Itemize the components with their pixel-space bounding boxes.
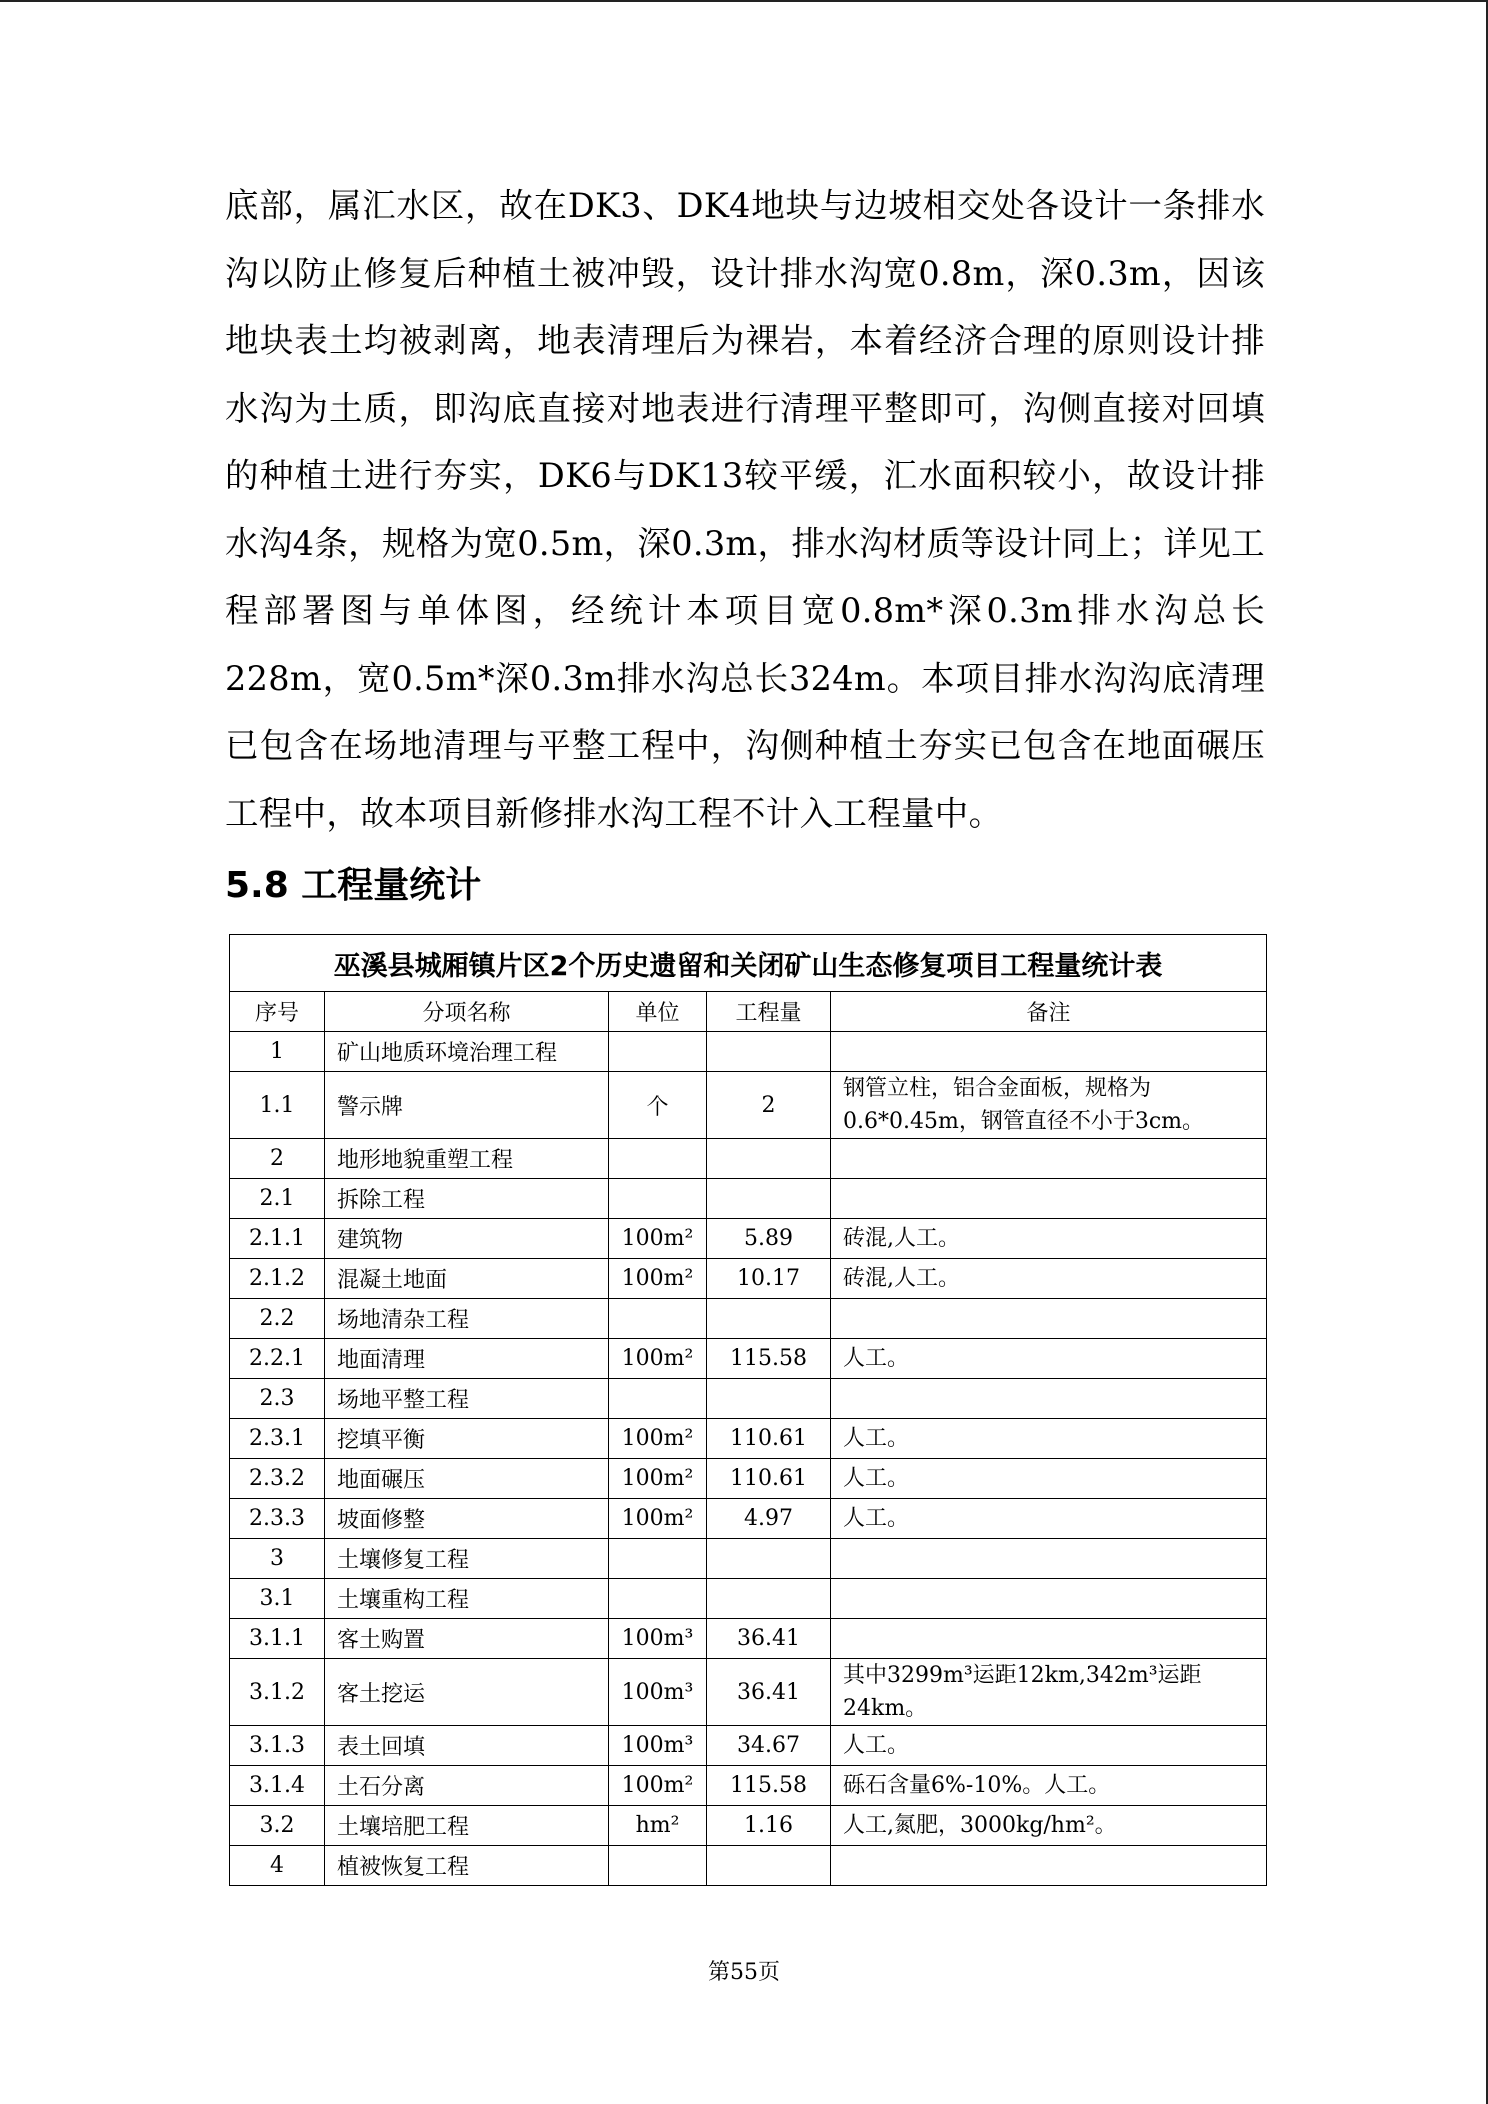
cell-qty	[707, 1032, 831, 1072]
table-row	[230, 1806, 1267, 1846]
section-heading: 5.8 工程量统计	[225, 865, 482, 906]
cell-unit	[609, 1032, 707, 1072]
cell-unit: 100m²	[609, 1259, 707, 1299]
cell-name: 坡面修整	[325, 1499, 609, 1539]
cell-qty	[707, 1846, 831, 1886]
cell-unit	[609, 1179, 707, 1219]
table-row	[230, 1339, 1267, 1379]
cell-name: 地形地貌重塑工程	[325, 1139, 609, 1179]
cell-no: 4	[230, 1846, 325, 1886]
cell-no: 1	[230, 1032, 325, 1072]
cell-name: 矿山地质环境治理工程	[325, 1032, 609, 1072]
cell-name: 植被恢复工程	[325, 1846, 609, 1886]
cell-no: 3.1.4	[230, 1766, 325, 1806]
header-no: 序号	[230, 992, 325, 1032]
cell-unit	[609, 1299, 707, 1339]
cell-note: 砾石含量6%-10%。人工。	[831, 1766, 1267, 1806]
cell-no: 2.3.2	[230, 1459, 325, 1499]
cell-unit: 100m²	[609, 1459, 707, 1499]
cell-note	[831, 1299, 1267, 1339]
header-unit: 单位	[609, 992, 707, 1032]
body-paragraph: 底部，属汇水区，故在DK3、DK4地块与边坡相交处各设计一条排水沟以防止修复后种植土被冲毁，设计排水沟宽0.8m，深0.3m，因该地块表土均被剥离，地表清理后为裸岩，本着经济合理的原则设计排水沟为土质，即沟底直接对地表进行清理平整即可，沟侧直接对回填的种植土进行夯实，DK6与DK13较平缓，汇水面积较小，故设计排水沟4条，规格为宽0.5m，深0.3m，排水沟材质等设计同上；详见工程部署图与单体图，经统计本项目宽0.8m*深0.3m排水沟总长228m，宽0.5m*深0.3m排水沟总长324m。本项目排水沟沟底清理已包含在场地清理与平整工程中，沟侧种植土夯实已包含在地面碾压工程中，故本项目新修排水沟工程不计入工程量中。	[225, 186, 1265, 833]
cell-note	[831, 1539, 1267, 1579]
cell-no: 2.2	[230, 1299, 325, 1339]
cell-unit: 100m³	[609, 1619, 707, 1659]
cell-unit: hm²	[609, 1806, 707, 1846]
header-name: 分项名称	[325, 992, 609, 1032]
header-note: 备注	[831, 992, 1267, 1032]
cell-no: 3.1.1	[230, 1619, 325, 1659]
cell-qty: 115.58	[707, 1339, 831, 1379]
cell-name: 客土购置	[325, 1619, 609, 1659]
cell-note: 砖混,人工。	[831, 1219, 1267, 1259]
cell-no: 3.1	[230, 1579, 325, 1619]
cell-unit: 100m³	[609, 1726, 707, 1766]
cell-qty	[707, 1379, 831, 1419]
table-row	[230, 1139, 1267, 1179]
cell-unit: 100m²	[609, 1766, 707, 1806]
cell-no: 2.3	[230, 1379, 325, 1419]
header-qty: 工程量	[707, 992, 831, 1032]
cell-qty: 115.58	[707, 1766, 831, 1806]
cell-unit	[609, 1379, 707, 1419]
cell-no: 2.1	[230, 1179, 325, 1219]
cell-qty: 36.41	[707, 1659, 831, 1726]
table-row	[230, 1499, 1267, 1539]
table-row	[230, 1259, 1267, 1299]
cell-qty: 110.61	[707, 1419, 831, 1459]
cell-note	[831, 1846, 1267, 1886]
cell-no: 2	[230, 1139, 325, 1179]
cell-name: 拆除工程	[325, 1179, 609, 1219]
cell-note	[831, 1579, 1267, 1619]
table-row	[230, 1379, 1267, 1419]
cell-name: 客土挖运	[325, 1659, 609, 1726]
cell-unit	[609, 1539, 707, 1579]
cell-no: 1.1	[230, 1072, 325, 1139]
top-border-line	[0, 0, 1488, 2]
cell-name: 土壤修复工程	[325, 1539, 609, 1579]
cell-name: 场地平整工程	[325, 1379, 609, 1419]
cell-name: 表土回填	[325, 1726, 609, 1766]
cell-note: 砖混,人工。	[831, 1259, 1267, 1299]
cell-name: 场地清杂工程	[325, 1299, 609, 1339]
table-row	[230, 1726, 1267, 1766]
cell-note	[831, 1139, 1267, 1179]
cell-note	[831, 1179, 1267, 1219]
cell-note: 人工,氮肥，3000kg/hm²。	[831, 1806, 1267, 1846]
cell-no: 3	[230, 1539, 325, 1579]
table-row	[230, 1179, 1267, 1219]
cell-unit: 100m²	[609, 1219, 707, 1259]
cell-note: 人工。	[831, 1726, 1267, 1766]
cell-qty: 1.16	[707, 1806, 831, 1846]
table-row	[230, 1032, 1267, 1072]
quantity-table	[229, 934, 1267, 1886]
cell-qty	[707, 1299, 831, 1339]
cell-name: 警示牌	[325, 1072, 609, 1139]
table-row	[230, 1219, 1267, 1259]
table-header-row	[230, 992, 1267, 1032]
cell-no: 2.3.1	[230, 1419, 325, 1459]
table-row	[230, 1579, 1267, 1619]
cell-no: 3.2	[230, 1806, 325, 1846]
table-row	[230, 1846, 1267, 1886]
cell-unit	[609, 1846, 707, 1886]
cell-qty: 110.61	[707, 1459, 831, 1499]
cell-no: 2.2.1	[230, 1339, 325, 1379]
cell-qty	[707, 1139, 831, 1179]
table-row	[230, 1299, 1267, 1339]
cell-qty: 4.97	[707, 1499, 831, 1539]
cell-note: 钢管立柱，铝合金面板，规格为0.6*0.45m，钢管直径不小于3cm。	[831, 1072, 1267, 1139]
cell-qty	[707, 1579, 831, 1619]
cell-note: 人工。	[831, 1459, 1267, 1499]
cell-name: 挖填平衡	[325, 1419, 609, 1459]
cell-note	[831, 1619, 1267, 1659]
table-row	[230, 1072, 1267, 1139]
cell-unit: 100m²	[609, 1499, 707, 1539]
cell-unit: 100m²	[609, 1419, 707, 1459]
cell-qty	[707, 1179, 831, 1219]
table-row	[230, 1459, 1267, 1499]
cell-no: 2.1.2	[230, 1259, 325, 1299]
cell-note: 其中3299m³运距12km,342m³运距24km。	[831, 1659, 1267, 1726]
table-row	[230, 1766, 1267, 1806]
cell-name: 建筑物	[325, 1219, 609, 1259]
cell-no: 3.1.3	[230, 1726, 325, 1766]
page-number: 第55页	[708, 1960, 780, 1985]
cell-qty: 5.89	[707, 1219, 831, 1259]
cell-qty: 10.17	[707, 1259, 831, 1299]
cell-note	[831, 1032, 1267, 1072]
table-caption: 巫溪县城厢镇片区2个历史遗留和关闭矿山生态修复项目工程量统计表	[230, 935, 1267, 992]
cell-qty: 2	[707, 1072, 831, 1139]
cell-no: 2.3.3	[230, 1499, 325, 1539]
cell-note: 人工。	[831, 1499, 1267, 1539]
cell-name: 土石分离	[325, 1766, 609, 1806]
cell-note: 人工。	[831, 1339, 1267, 1379]
cell-unit: 100m³	[609, 1659, 707, 1726]
cell-no: 3.1.2	[230, 1659, 325, 1726]
cell-note	[831, 1379, 1267, 1419]
cell-unit	[609, 1579, 707, 1619]
cell-unit: 100m²	[609, 1339, 707, 1379]
table-row	[230, 1539, 1267, 1579]
table-row	[230, 1659, 1267, 1726]
cell-unit: 个	[609, 1072, 707, 1139]
table-row	[230, 1619, 1267, 1659]
table-row	[230, 1419, 1267, 1459]
cell-name: 地面清理	[325, 1339, 609, 1379]
cell-no: 2.1.1	[230, 1219, 325, 1259]
cell-unit	[609, 1139, 707, 1179]
cell-name: 混凝土地面	[325, 1259, 609, 1299]
cell-qty: 34.67	[707, 1726, 831, 1766]
cell-qty: 36.41	[707, 1619, 831, 1659]
cell-name: 土壤培肥工程	[325, 1806, 609, 1846]
cell-note: 人工。	[831, 1419, 1267, 1459]
cell-qty	[707, 1539, 831, 1579]
cell-name: 地面碾压	[325, 1459, 609, 1499]
cell-name: 土壤重构工程	[325, 1579, 609, 1619]
